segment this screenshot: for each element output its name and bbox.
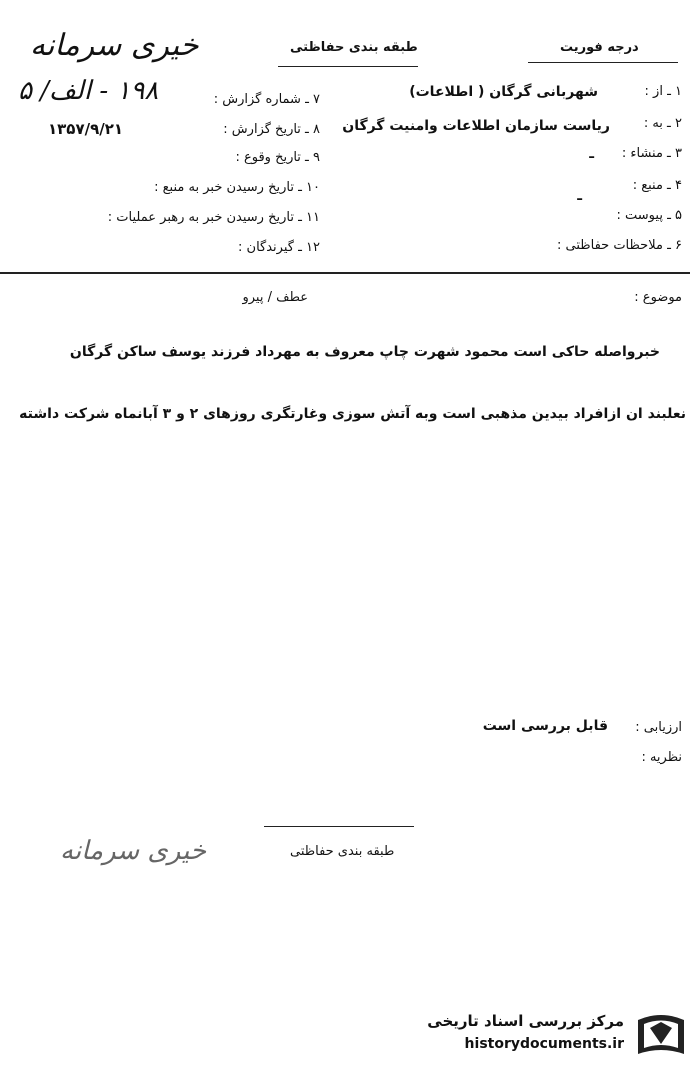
- header-priority-label: درجه فوریت: [560, 40, 639, 55]
- header-line-left: [278, 66, 418, 67]
- field-from-label: ۱ ـ از :: [644, 84, 682, 99]
- evaluation-label: ارزیابی :: [635, 720, 682, 735]
- header-classification-label: طبقه بندی حفاظتی: [290, 40, 418, 55]
- field-occurrence-date-label: ۹ ـ تاریخ وقوع :: [235, 150, 320, 165]
- body-line-1: خبرواصله حاکی است محمود شهرت چاپ معروف به مهرداد فرزند یوسف ساکن گرگان: [69, 344, 660, 360]
- footer-line: [264, 826, 414, 827]
- field-report-number-label: ۷ ـ شماره گزارش :: [213, 92, 320, 107]
- watermark-logo: [414, 1006, 694, 1062]
- field-recipients-label: ۱۲ ـ گیرندگان :: [238, 240, 320, 255]
- field-report-date-label: ۸ ـ تاریخ گزارش :: [223, 122, 320, 137]
- field-report-number-value: ۱۹۸ - الف/ ۵: [18, 76, 159, 106]
- footer-handwritten-name: خیری سرمانه: [60, 836, 207, 866]
- body-line-2: نعلبند ان ازافراد بیدین مذهبی است وبه آتش سوزی وغارتگری روزهای ۲ و ۳ آبانماه شرکت داشته: [19, 406, 686, 422]
- watermark-url: historydocuments.ir: [464, 1036, 624, 1052]
- footer-classification-label: طبقه بندی حفاظتی: [290, 844, 395, 859]
- field-to-label: ۲ ـ به :: [643, 116, 682, 131]
- header-line-right: [528, 62, 678, 63]
- field-from-value: شهربانی گرگان ( اطلاعات): [409, 84, 598, 100]
- main-divider: [0, 272, 690, 274]
- watermark-title: مرکز بررسی اسناد تاریخی: [427, 1012, 624, 1030]
- field-security-notes-label: ۶ ـ ملاحظات حفاظتی :: [557, 238, 682, 253]
- field-attachment-label: ۵ ـ پیوست :: [616, 208, 682, 223]
- field-source-label: ۴ ـ منبع :: [632, 178, 682, 193]
- field-origin-value: ـ: [589, 146, 594, 162]
- field-operations-receipt-date-label: ۱۱ ـ تاریخ رسیدن خبر به رهبر عملیات :: [107, 210, 320, 225]
- field-report-date-value: ۱۳۵۷/۹/۲۱: [48, 120, 124, 138]
- subject-label: موضوع :: [634, 290, 682, 305]
- field-origin-label: ۳ ـ منشاء :: [621, 146, 682, 161]
- field-source-receipt-date-label: ۱۰ ـ تاریخ رسیدن خبر به منبع :: [154, 180, 320, 195]
- header-handwritten-name: خیری سرمانه: [30, 28, 199, 63]
- field-to-value: ریاست سازمان اطلاعات وامنیت گرگان: [342, 118, 610, 134]
- evaluation-value: قابل بررسی است: [482, 718, 608, 734]
- field-source-value: ـ: [577, 188, 582, 204]
- subject-value: عطف / پیرو: [242, 290, 308, 305]
- opinion-label: نظریه :: [641, 750, 682, 765]
- book-emblem-icon: [634, 1010, 688, 1060]
